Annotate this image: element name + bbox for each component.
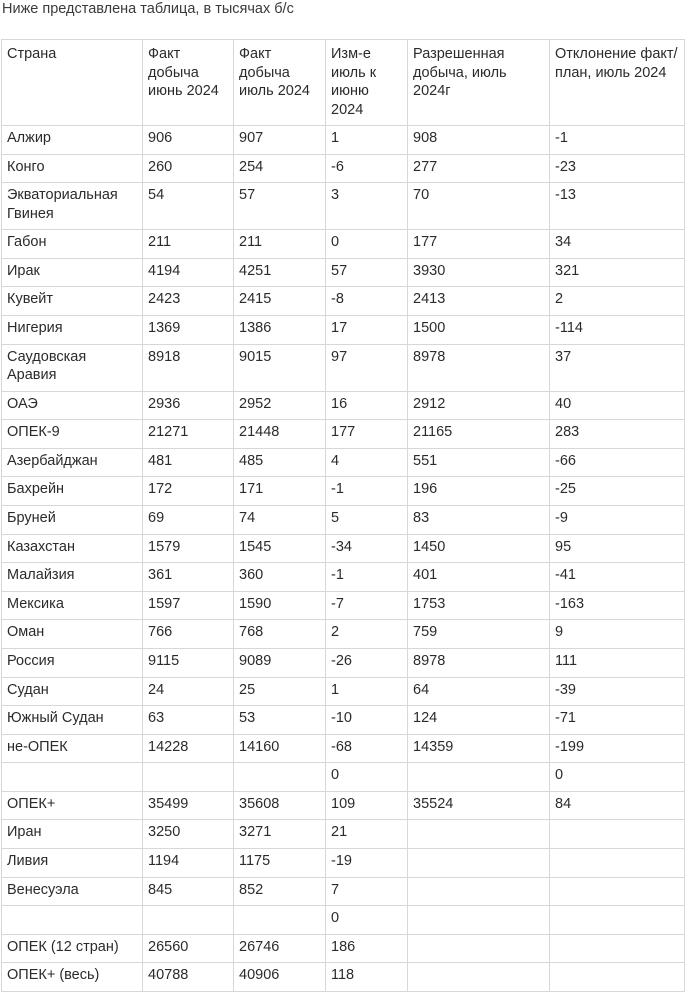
value-cell: -1 bbox=[550, 126, 685, 155]
value-cell: 906 bbox=[143, 126, 234, 155]
value-cell: 63 bbox=[143, 706, 234, 735]
country-cell: Венесуэла bbox=[2, 877, 143, 906]
value-cell: 177 bbox=[408, 230, 550, 259]
value-cell: -163 bbox=[550, 591, 685, 620]
value-cell: -1 bbox=[326, 563, 408, 592]
value-cell bbox=[234, 906, 326, 935]
value-cell: 177 bbox=[326, 420, 408, 449]
value-cell bbox=[408, 934, 550, 963]
value-cell: 1590 bbox=[234, 591, 326, 620]
value-cell bbox=[143, 763, 234, 792]
value-cell: 759 bbox=[408, 620, 550, 649]
table-row bbox=[2, 477, 685, 506]
value-cell bbox=[408, 877, 550, 906]
value-cell: 37 bbox=[550, 344, 685, 391]
value-cell: 21271 bbox=[143, 420, 234, 449]
value-cell: 852 bbox=[234, 877, 326, 906]
value-cell bbox=[234, 763, 326, 792]
country-cell: Южный Судан bbox=[2, 706, 143, 735]
country-cell: Кувейт bbox=[2, 287, 143, 316]
value-cell: 1 bbox=[326, 677, 408, 706]
value-cell: 25 bbox=[234, 677, 326, 706]
value-cell: -23 bbox=[550, 154, 685, 183]
country-cell: Габон bbox=[2, 230, 143, 259]
country-cell: не-ОПЕК bbox=[2, 734, 143, 763]
table-row bbox=[2, 734, 685, 763]
country-cell: Бахрейн bbox=[2, 477, 143, 506]
table-row bbox=[2, 183, 685, 230]
value-cell: 14359 bbox=[408, 734, 550, 763]
value-cell: -71 bbox=[550, 706, 685, 735]
country-cell: Конго bbox=[2, 154, 143, 183]
value-cell: 2423 bbox=[143, 287, 234, 316]
value-cell: 21 bbox=[326, 820, 408, 849]
value-cell: -26 bbox=[326, 648, 408, 677]
country-cell: ОПЕК (12 стран) bbox=[2, 934, 143, 963]
table-row bbox=[2, 258, 685, 287]
column-header: Факт добыча июнь 2024 bbox=[143, 40, 234, 126]
value-cell: 172 bbox=[143, 477, 234, 506]
table-row bbox=[2, 563, 685, 592]
value-cell: -34 bbox=[326, 534, 408, 563]
column-header: Изм-е июль к июню 2024 bbox=[326, 40, 408, 126]
value-cell: 2415 bbox=[234, 287, 326, 316]
value-cell: -1 bbox=[326, 477, 408, 506]
value-cell bbox=[550, 934, 685, 963]
value-cell bbox=[408, 820, 550, 849]
country-cell: Азербайджан bbox=[2, 448, 143, 477]
value-cell: 9 bbox=[550, 620, 685, 649]
value-cell: -25 bbox=[550, 477, 685, 506]
value-cell: 4194 bbox=[143, 258, 234, 287]
country-cell: Бруней bbox=[2, 505, 143, 534]
table-row bbox=[2, 287, 685, 316]
value-cell: 3271 bbox=[234, 820, 326, 849]
table-row bbox=[2, 791, 685, 820]
table-row bbox=[2, 315, 685, 344]
value-cell: 907 bbox=[234, 126, 326, 155]
table-row bbox=[2, 230, 685, 259]
value-cell: 4251 bbox=[234, 258, 326, 287]
value-cell: 2 bbox=[326, 620, 408, 649]
value-cell bbox=[550, 963, 685, 992]
value-cell: 2952 bbox=[234, 391, 326, 420]
value-cell: 17 bbox=[326, 315, 408, 344]
value-cell: 321 bbox=[550, 258, 685, 287]
table-caption: Ниже представлена таблица, в тысячах б/с bbox=[2, 1, 294, 17]
value-cell: 95 bbox=[550, 534, 685, 563]
value-cell: 908 bbox=[408, 126, 550, 155]
value-cell: 57 bbox=[234, 183, 326, 230]
value-cell: 35608 bbox=[234, 791, 326, 820]
value-cell: -41 bbox=[550, 563, 685, 592]
value-cell: 14160 bbox=[234, 734, 326, 763]
table-row bbox=[2, 391, 685, 420]
value-cell: 9115 bbox=[143, 648, 234, 677]
value-cell: 97 bbox=[326, 344, 408, 391]
value-cell: 3 bbox=[326, 183, 408, 230]
country-cell: Алжир bbox=[2, 126, 143, 155]
value-cell: 2912 bbox=[408, 391, 550, 420]
value-cell: 69 bbox=[143, 505, 234, 534]
value-cell: 14228 bbox=[143, 734, 234, 763]
value-cell: 845 bbox=[143, 877, 234, 906]
table-row bbox=[2, 934, 685, 963]
value-cell: -13 bbox=[550, 183, 685, 230]
oil-production-table bbox=[1, 39, 685, 992]
value-cell: -19 bbox=[326, 849, 408, 878]
value-cell: 40 bbox=[550, 391, 685, 420]
country-cell: ОПЕК+ bbox=[2, 791, 143, 820]
value-cell: 254 bbox=[234, 154, 326, 183]
country-cell: Ливия bbox=[2, 849, 143, 878]
value-cell: 21448 bbox=[234, 420, 326, 449]
value-cell: 481 bbox=[143, 448, 234, 477]
value-cell: 74 bbox=[234, 505, 326, 534]
value-cell: 0 bbox=[326, 906, 408, 935]
value-cell: 21165 bbox=[408, 420, 550, 449]
value-cell: 283 bbox=[550, 420, 685, 449]
country-cell: Судан bbox=[2, 677, 143, 706]
value-cell: 211 bbox=[143, 230, 234, 259]
value-cell: -66 bbox=[550, 448, 685, 477]
country-cell: Казахстан bbox=[2, 534, 143, 563]
value-cell: 8918 bbox=[143, 344, 234, 391]
table-row bbox=[2, 534, 685, 563]
table-row bbox=[2, 648, 685, 677]
value-cell: 26746 bbox=[234, 934, 326, 963]
table-row bbox=[2, 849, 685, 878]
country-cell: Саудовская Аравия bbox=[2, 344, 143, 391]
value-cell: -39 bbox=[550, 677, 685, 706]
value-cell: 211 bbox=[234, 230, 326, 259]
table-row bbox=[2, 820, 685, 849]
table-row bbox=[2, 620, 685, 649]
value-cell: 360 bbox=[234, 563, 326, 592]
value-cell: 35524 bbox=[408, 791, 550, 820]
value-cell: 0 bbox=[326, 230, 408, 259]
value-cell: 35499 bbox=[143, 791, 234, 820]
value-cell bbox=[550, 849, 685, 878]
value-cell: 7 bbox=[326, 877, 408, 906]
value-cell: 54 bbox=[143, 183, 234, 230]
value-cell: 1 bbox=[326, 126, 408, 155]
table-row bbox=[2, 154, 685, 183]
column-header: Разрешенная добыча, июль 2024г bbox=[408, 40, 550, 126]
value-cell: 8978 bbox=[408, 344, 550, 391]
value-cell: 1545 bbox=[234, 534, 326, 563]
value-cell: 118 bbox=[326, 963, 408, 992]
table-row bbox=[2, 706, 685, 735]
country-cell: Россия bbox=[2, 648, 143, 677]
value-cell: 361 bbox=[143, 563, 234, 592]
value-cell: 3930 bbox=[408, 258, 550, 287]
value-cell: 3250 bbox=[143, 820, 234, 849]
table-row bbox=[2, 448, 685, 477]
value-cell: 2 bbox=[550, 287, 685, 316]
value-cell: 109 bbox=[326, 791, 408, 820]
value-cell: 186 bbox=[326, 934, 408, 963]
value-cell: 34 bbox=[550, 230, 685, 259]
value-cell bbox=[408, 963, 550, 992]
value-cell: 24 bbox=[143, 677, 234, 706]
value-cell: 8978 bbox=[408, 648, 550, 677]
country-cell bbox=[2, 763, 143, 792]
value-cell: 1386 bbox=[234, 315, 326, 344]
value-cell bbox=[408, 849, 550, 878]
country-cell: Нигерия bbox=[2, 315, 143, 344]
value-cell: 1500 bbox=[408, 315, 550, 344]
value-cell: 2936 bbox=[143, 391, 234, 420]
value-cell: 124 bbox=[408, 706, 550, 735]
value-cell: 70 bbox=[408, 183, 550, 230]
value-cell: 551 bbox=[408, 448, 550, 477]
value-cell: -6 bbox=[326, 154, 408, 183]
value-cell: 1194 bbox=[143, 849, 234, 878]
value-cell: 1597 bbox=[143, 591, 234, 620]
value-cell: 5 bbox=[326, 505, 408, 534]
country-cell: Ирак bbox=[2, 258, 143, 287]
country-cell bbox=[2, 906, 143, 935]
value-cell: 0 bbox=[550, 763, 685, 792]
table-row bbox=[2, 591, 685, 620]
country-cell: Мексика bbox=[2, 591, 143, 620]
value-cell: -68 bbox=[326, 734, 408, 763]
column-header: Факт добыча июль 2024 bbox=[234, 40, 326, 126]
value-cell: 766 bbox=[143, 620, 234, 649]
value-cell bbox=[143, 906, 234, 935]
country-cell: ОПЕК-9 bbox=[2, 420, 143, 449]
value-cell: 111 bbox=[550, 648, 685, 677]
value-cell: 260 bbox=[143, 154, 234, 183]
country-cell: Экваториальная Гвинея bbox=[2, 183, 143, 230]
value-cell: 0 bbox=[326, 763, 408, 792]
value-cell: 4 bbox=[326, 448, 408, 477]
value-cell: 64 bbox=[408, 677, 550, 706]
value-cell: 277 bbox=[408, 154, 550, 183]
value-cell: 83 bbox=[408, 505, 550, 534]
value-cell: 1450 bbox=[408, 534, 550, 563]
value-cell: -199 bbox=[550, 734, 685, 763]
value-cell: 485 bbox=[234, 448, 326, 477]
value-cell: 57 bbox=[326, 258, 408, 287]
value-cell bbox=[550, 820, 685, 849]
table-row bbox=[2, 763, 685, 792]
value-cell: 2413 bbox=[408, 287, 550, 316]
table-header-row bbox=[2, 40, 685, 126]
table-row bbox=[2, 677, 685, 706]
value-cell: 40906 bbox=[234, 963, 326, 992]
country-cell: ОПЕК+ (весь) bbox=[2, 963, 143, 992]
table-row bbox=[2, 344, 685, 391]
value-cell: 1579 bbox=[143, 534, 234, 563]
country-cell: Малайзия bbox=[2, 563, 143, 592]
country-cell: Оман bbox=[2, 620, 143, 649]
value-cell: 1175 bbox=[234, 849, 326, 878]
value-cell: 9015 bbox=[234, 344, 326, 391]
value-cell: 196 bbox=[408, 477, 550, 506]
country-cell: Иран bbox=[2, 820, 143, 849]
value-cell bbox=[408, 906, 550, 935]
value-cell: -8 bbox=[326, 287, 408, 316]
table-row bbox=[2, 505, 685, 534]
value-cell: -7 bbox=[326, 591, 408, 620]
value-cell: 26560 bbox=[143, 934, 234, 963]
value-cell bbox=[550, 906, 685, 935]
value-cell bbox=[550, 877, 685, 906]
value-cell: 171 bbox=[234, 477, 326, 506]
table-row bbox=[2, 906, 685, 935]
value-cell: 16 bbox=[326, 391, 408, 420]
value-cell bbox=[408, 763, 550, 792]
column-header: Отклонение факт/план, июль 2024 bbox=[550, 40, 685, 126]
value-cell: 1753 bbox=[408, 591, 550, 620]
value-cell: -10 bbox=[326, 706, 408, 735]
table-row bbox=[2, 420, 685, 449]
value-cell: -9 bbox=[550, 505, 685, 534]
country-cell: ОАЭ bbox=[2, 391, 143, 420]
value-cell: 53 bbox=[234, 706, 326, 735]
value-cell: 9089 bbox=[234, 648, 326, 677]
value-cell: 40788 bbox=[143, 963, 234, 992]
column-header: Страна bbox=[2, 40, 143, 126]
value-cell: 84 bbox=[550, 791, 685, 820]
value-cell: 401 bbox=[408, 563, 550, 592]
value-cell: 1369 bbox=[143, 315, 234, 344]
value-cell: 768 bbox=[234, 620, 326, 649]
table-row bbox=[2, 877, 685, 906]
table-row bbox=[2, 126, 685, 155]
table-row bbox=[2, 963, 685, 992]
value-cell: -114 bbox=[550, 315, 685, 344]
